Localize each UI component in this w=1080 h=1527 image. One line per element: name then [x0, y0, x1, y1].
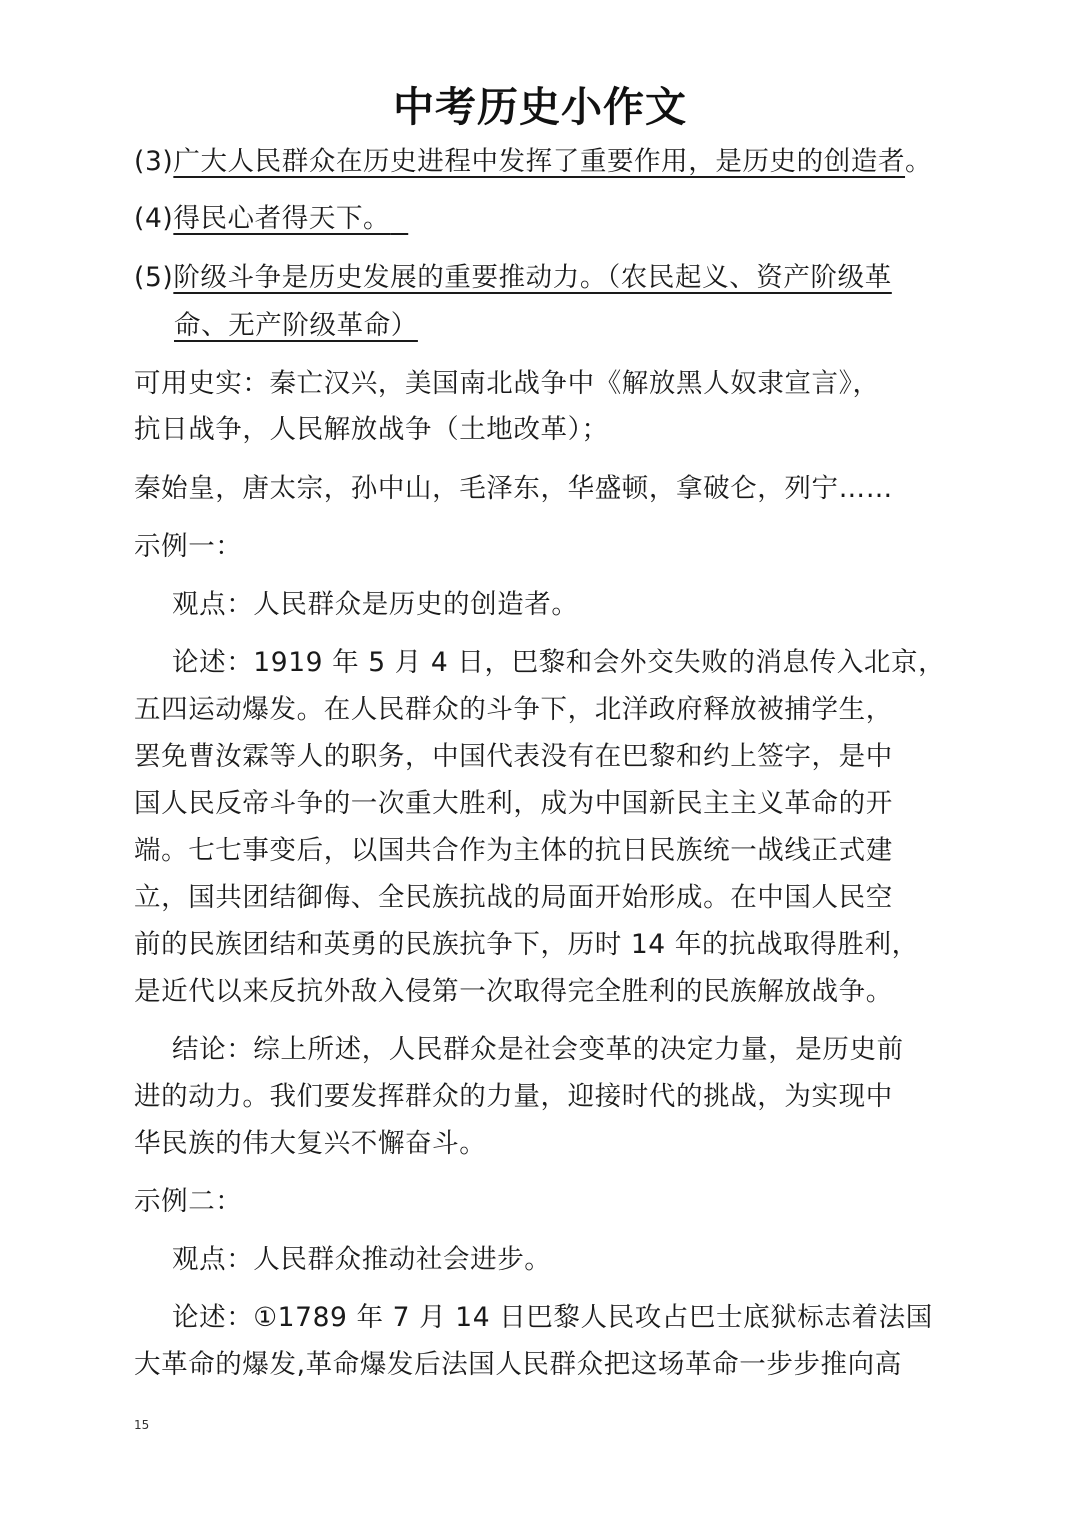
point-4-number: (4)	[134, 203, 174, 234]
point-3	[134, 144, 932, 180]
page-title: 中考历史小作文	[393, 83, 687, 131]
example-1-conclusion-line: 华民族的伟大复兴不懈奋斗。	[134, 1128, 487, 1159]
example-1-argument-line: 五四运动爆发。在人民群众的斗争下，北洋政府释放被捕学生，	[134, 694, 893, 725]
point-3-end: 。	[905, 146, 933, 177]
facts-line-3: 秦始皇，唐太宗，孙中山，毛泽东，华盛顿，拿破仑，列宁……	[134, 473, 893, 504]
point-3-text: 广大人民群众在历史进程中发挥了重要作用，是历史的创造者	[173, 146, 906, 177]
point-5	[134, 260, 892, 296]
page-number: 15	[134, 1418, 150, 1432]
point-5-number: (5)	[134, 262, 174, 293]
point-3-number: (3)	[134, 146, 174, 177]
example-2-argument-line: 论述：①1789 年 7 月 14 日巴黎人民攻占巴士底狱标志着法国	[172, 1302, 933, 1333]
example-1-conclusion-line: 结论：综上所述，人民群众是社会变革的决定力量，是历史前	[172, 1034, 904, 1065]
example-2-viewpoint: 观点：人民群众推动社会进步。	[172, 1244, 552, 1275]
point-4-text: 得民心者得天下。	[173, 203, 391, 234]
example-1-viewpoint: 观点：人民群众是历史的创造者。	[172, 589, 579, 620]
example-1-argument-line: 端。七七事变后，以国共合作为主体的抗日民族统一战线正式建	[134, 835, 893, 866]
example-1-argument-line: 立，国共团结御侮、全民族抗战的局面开始形成。在中国人民空	[134, 882, 893, 913]
point-5-text-cont: 命、无产阶级革命）	[174, 310, 418, 341]
example-1-conclusion-line: 进的动力。我们要发挥群众的力量，迎接时代的挑战，为实现中	[134, 1081, 893, 1112]
facts-line-2: 抗日战争，人民解放战争（土地改革）；	[134, 414, 609, 445]
example-1-argument-line: 国人民反帝斗争的一次重大胜利，成为中国新民主主义革命的开	[134, 788, 893, 819]
point-5-text: 阶级斗争是历史发展的重要推动力。（农民起义、资产阶级革	[173, 262, 892, 293]
point-4	[134, 201, 408, 237]
example-1-argument-line: 是近代以来反抗外敌入侵第一次取得完全胜利的民族解放战争。	[134, 976, 893, 1007]
point-5-continued	[174, 308, 418, 344]
example-1-heading: 示例一：	[134, 531, 243, 562]
example-1-argument-line: 前的民族团结和英勇的民族抗争下，历时 14 年的抗战取得胜利，	[134, 929, 919, 960]
example-1-argument-line: 罢免曹汝霖等人的职务，中国代表没有在巴黎和约上签字，是中	[134, 741, 893, 772]
example-2-heading: 示例二：	[134, 1186, 243, 1217]
facts-line-1: 可用史实：秦亡汉兴，美国南北战争中《解放黑人奴隶宣言》，	[134, 368, 880, 399]
example-1-argument-line: 论述：1919 年 5 月 4 日，巴黎和会外交失败的消息传入北京，	[172, 647, 946, 678]
example-2-argument-line: 大革命的爆发,革命爆发后法国人民群众把这场革命一步步推向高	[134, 1349, 902, 1380]
